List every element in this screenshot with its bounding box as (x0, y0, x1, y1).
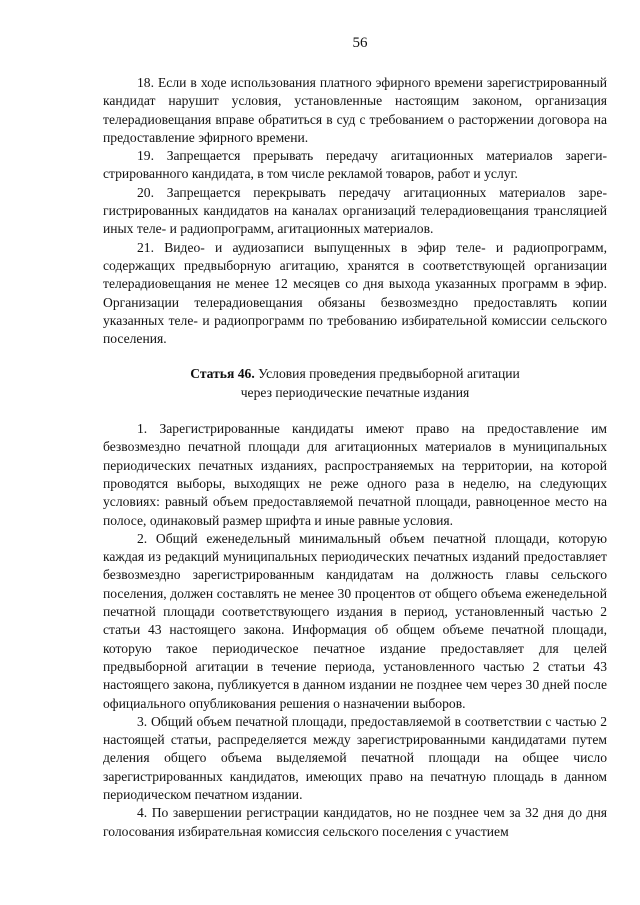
paragraph-19: 19. Запрещается прерывать передачу агитационных материалов зарегистрированного кандидата, в том числе рекламой товаров, работ и услуг. (103, 148, 607, 182)
article-paragraph-3: 3. Общий объем печатной площади, предоставляемой в соответствии с частью 2 настоящей статьи, распределяется между зарегистрированными кандидатами путем деления общего объема выделяемой печатной площади на общее число зарегистрированных кандидатов, имеющих право на печатную площадь в данном периодическом печатном издании. (103, 713, 607, 802)
page-number: 56 (352, 35, 368, 51)
article-paragraph-2: 2. Общий еженедельный минимальный объем печатной площади, которую каждая из редакций муниципальных периодических печатных изданий предоставляет безвозмездно зарегистрированным кандидатам на должность главы сельского поселения, должен составлять не менее 30 процентов от общего объема еженедельной печатной площади соответствующего издания в период, установленный частью 2 статьи 43 настоящего закона. Информация об общем объеме печатной площади, которую такое периодическое печатное издание предоставляет для целей предвыборной агитации в течение периода, установленного частью 2 статьи 43 настоящего закона, публикуется в данном издании не позднее чем через 30 дней после официального опубликования решения о назначении выборов. (103, 530, 607, 711)
paragraph-20: 20. Запрещается перекрывать передачу агитационных материалов зарегистрированных кандидатов на каналах организаций телерадиовещания трансляцией иных теле- и радиопрограмм, агитационных материалов. (103, 184, 607, 237)
paragraph-21: 21. Видео- и аудиозаписи выпущенных в эфир теле- и радиопрограмм, содержащих предвыборную агитацию, хранятся в соответствующей организации телерадиовещания не менее 12 месяцев со дня выхода указанных программ в эфир. Организации телерадиовещания обязаны безвозмездно предоставлять копии указанных теле- и радиопрограмм по требованию избирательной комиссии сельского поселения. (103, 239, 607, 347)
article-number: Статья 46. (190, 366, 255, 382)
paragraph-18: 18. Если в ходе использования платного эфирного времени зарегистрированный кандидат нарушит условия, установленные настоящим законом, организация телерадиовещания вправе обратиться в суд с требованием о расторжении договора на предоставление эфирного времени. (103, 75, 607, 145)
article-title-line2: через периодические печатные издания (240, 384, 470, 400)
article-paragraph-4: 4. По завершении регистрации кандидатов, но не позднее чем за 32 дня до дня голосования избирательная комиссия сельского поселения с участием (103, 805, 607, 839)
article-title-line1: Условия проведения предвыборной агитации (258, 366, 520, 382)
article-heading (103, 365, 607, 402)
document-page (103, 34, 607, 841)
article-paragraph-1: 1. Зарегистрированные кандидаты имеют право на предоставление им безвозмездно печатной площади для агитационных материалов в муниципальных периодических печатных изданиях, распространяемых на территории, на которой проводятся выборы, выходящих не реже одного раза в неделю, на следующих условиях: равный объем предоставляемой печатной площади, равноценное место на полосе, одинаковый размер шрифта и иные равные условия. (103, 421, 607, 528)
